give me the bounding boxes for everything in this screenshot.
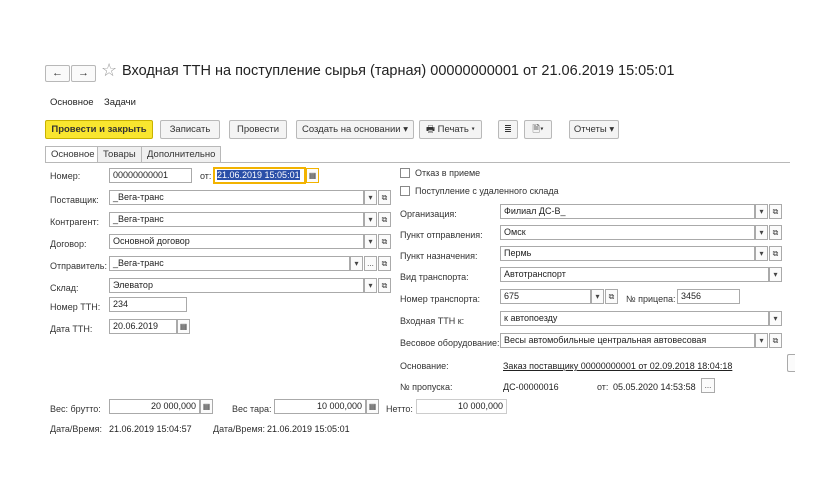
date-value: 21.06.2019 15:05:01 xyxy=(217,170,300,180)
transport-type-label: Вид транспорта: xyxy=(400,272,469,282)
gross-label: Вес: брутто: xyxy=(50,404,101,414)
open-icon[interactable]: ⧉ xyxy=(769,204,782,219)
ellipsis-button[interactable]: ... xyxy=(701,378,715,393)
nav-link-main[interactable]: Основное xyxy=(50,97,94,108)
warehouse-label: Склад: xyxy=(50,283,79,293)
document-icon: 🗎 xyxy=(532,124,541,135)
open-icon[interactable]: ⧉ xyxy=(769,333,782,348)
right-arrow-icon: → xyxy=(78,67,89,79)
chevron-down-icon[interactable]: ▾ xyxy=(755,333,768,348)
chevron-down-icon[interactable]: ▾ xyxy=(769,267,782,282)
tare-datetime-value: 21.06.2019 15:05:01 xyxy=(267,424,350,434)
forward-button[interactable] xyxy=(71,65,96,82)
chevron-down-icon[interactable]: ▾ xyxy=(364,190,377,205)
dest-point-field[interactable]: Пермь xyxy=(500,246,755,261)
ellipsis-button[interactable]: ... xyxy=(364,256,377,271)
star-icon[interactable]: ☆ xyxy=(101,60,118,80)
org-field[interactable]: Филиал ДС-В_ xyxy=(500,204,755,219)
post-button[interactable]: Провести xyxy=(229,120,287,139)
sender-label: Отправитель: xyxy=(50,261,107,271)
related-docs-button[interactable] xyxy=(524,120,552,139)
page-title: Входная ТТН на поступление сырья (тарная) 00000000001 от 21.06.2019 15:05:01 xyxy=(122,63,675,79)
open-icon[interactable]: ⧉ xyxy=(769,225,782,240)
open-icon[interactable]: ⧉ xyxy=(378,234,391,249)
tare-field[interactable]: 10 000,000 xyxy=(274,399,366,414)
incoming-ttn-field[interactable]: к автопоезду xyxy=(500,311,769,326)
transport-number-label: Номер транспорта: xyxy=(400,294,481,304)
chevron-down-icon[interactable]: ▾ xyxy=(591,289,604,304)
create-based-on-button[interactable] xyxy=(296,120,414,139)
transport-number-field[interactable]: 675 xyxy=(500,289,591,304)
print-label: Печать xyxy=(437,124,469,135)
ttn-number-label: Номер ТТН: xyxy=(50,302,101,312)
basis-side-button[interactable] xyxy=(787,354,795,372)
contract-label: Договор: xyxy=(50,239,87,249)
open-icon[interactable]: ⧉ xyxy=(605,289,618,304)
calendar-icon[interactable]: ▦ xyxy=(177,319,190,334)
tare-datetime-label: Дата/Время: xyxy=(213,424,266,434)
open-icon[interactable]: ⧉ xyxy=(769,246,782,261)
gross-field[interactable]: 20 000,000 xyxy=(109,399,200,414)
post-and-close-button[interactable]: Провести и закрыть xyxy=(45,120,153,139)
date-label: от: xyxy=(200,171,212,181)
refusal-checkbox[interactable] xyxy=(400,168,410,178)
basis-link[interactable]: Заказ поставщику 00000000001 от 02.09.2018 18:04:18 xyxy=(503,361,733,371)
warehouse-field[interactable]: Элеватор xyxy=(109,278,364,293)
calculator-icon[interactable]: ▦ xyxy=(200,399,213,414)
chevron-down-icon[interactable]: ▾ xyxy=(364,234,377,249)
trailer-field[interactable]: 3456 xyxy=(677,289,740,304)
remote-warehouse-label: Поступление с удаленного склада xyxy=(415,186,559,196)
remote-warehouse-checkbox[interactable] xyxy=(400,186,410,196)
supplier-field[interactable]: _Вега-транс xyxy=(109,190,364,205)
pass-date-value: 05.05.2020 14:53:58 xyxy=(613,382,696,392)
weighing-label: Весовое оборудование: xyxy=(400,338,500,348)
tab-divider xyxy=(45,162,790,163)
open-icon[interactable]: ⧉ xyxy=(378,256,391,271)
ttn-number-field[interactable]: 234 xyxy=(109,297,187,312)
dep-point-field[interactable]: Омск xyxy=(500,225,755,240)
ttn-date-field[interactable]: 20.06.2019 xyxy=(109,319,177,334)
back-button[interactable] xyxy=(45,65,70,82)
pass-value: ДС-00000016 xyxy=(503,382,559,392)
number-label: Номер: xyxy=(50,171,81,181)
dep-point-label: Пункт отправления: xyxy=(400,230,483,240)
list-button[interactable] xyxy=(498,120,518,139)
save-button[interactable]: Записать xyxy=(160,120,220,139)
counterparty-field[interactable]: _Вега-транс xyxy=(109,212,364,227)
tab-goods[interactable]: Товары xyxy=(97,146,142,162)
chevron-down-icon: ▾ xyxy=(403,124,408,135)
contract-field[interactable]: Основной договор xyxy=(109,234,364,249)
open-icon[interactable]: ⧉ xyxy=(378,190,391,205)
chevron-down-icon[interactable]: ▾ xyxy=(350,256,363,271)
tab-main[interactable]: Основное xyxy=(45,146,101,163)
reports-button[interactable] xyxy=(569,120,619,139)
gross-datetime-label: Дата/Время: xyxy=(50,424,103,434)
calendar-icon[interactable]: ▦ xyxy=(306,168,319,183)
gross-datetime-value: 21.06.2019 15:04:57 xyxy=(109,424,192,434)
basis-label: Основание: xyxy=(400,361,449,371)
dest-point-label: Пункт назначения: xyxy=(400,251,478,261)
list-icon: ≣ xyxy=(504,124,512,135)
net-field: 10 000,000 xyxy=(416,399,507,414)
chevron-down-icon[interactable]: ▾ xyxy=(755,246,768,261)
tare-label: Вес тара: xyxy=(232,404,272,414)
trailer-label: № прицепа: xyxy=(626,294,676,304)
pass-label: № пропуска: xyxy=(400,382,453,392)
counterparty-label: Контрагент: xyxy=(50,217,100,227)
chevron-down-icon[interactable]: ▾ xyxy=(769,311,782,326)
sender-field[interactable]: _Вега-транс xyxy=(109,256,350,271)
date-field[interactable] xyxy=(213,167,306,184)
tab-additional[interactable]: Дополнительно xyxy=(141,146,221,162)
chevron-down-icon[interactable]: ▾ xyxy=(364,278,377,293)
chevron-down-icon: ▾ xyxy=(471,124,475,135)
chevron-down-icon[interactable]: ▾ xyxy=(755,225,768,240)
open-icon[interactable]: ⧉ xyxy=(378,278,391,293)
left-arrow-icon: ← xyxy=(52,67,63,79)
chevron-down-icon: ▾ xyxy=(609,124,615,135)
create-based-label: Создать на основании xyxy=(302,124,401,135)
reports-label: Отчеты xyxy=(573,124,607,135)
ttn-date-label: Дата ТТН: xyxy=(50,324,93,334)
number-field[interactable]: 00000000001 xyxy=(109,168,192,183)
transport-type-field[interactable]: Автотранспорт xyxy=(500,267,769,282)
printer-icon: 🖶 xyxy=(426,124,436,135)
net-label: Нетто: xyxy=(386,404,413,414)
org-label: Организация: xyxy=(400,209,457,219)
chevron-down-icon[interactable]: ▾ xyxy=(755,204,768,219)
chevron-down-icon[interactable]: ▾ xyxy=(364,212,377,227)
weighing-field[interactable]: Весы автомобильные центральная автовесовая xyxy=(500,333,755,348)
print-button[interactable] xyxy=(419,120,482,139)
calculator-icon[interactable]: ▦ xyxy=(366,399,379,414)
pass-date-label: от: xyxy=(597,382,609,392)
supplier-label: Поставщик: xyxy=(50,195,99,205)
nav-link-tasks[interactable]: Задачи xyxy=(104,97,136,108)
incoming-ttn-label: Входная ТТН к: xyxy=(400,316,465,326)
chevron-down-icon: ▾ xyxy=(540,124,544,135)
open-icon[interactable]: ⧉ xyxy=(378,212,391,227)
refusal-label: Отказ в приеме xyxy=(415,168,481,178)
